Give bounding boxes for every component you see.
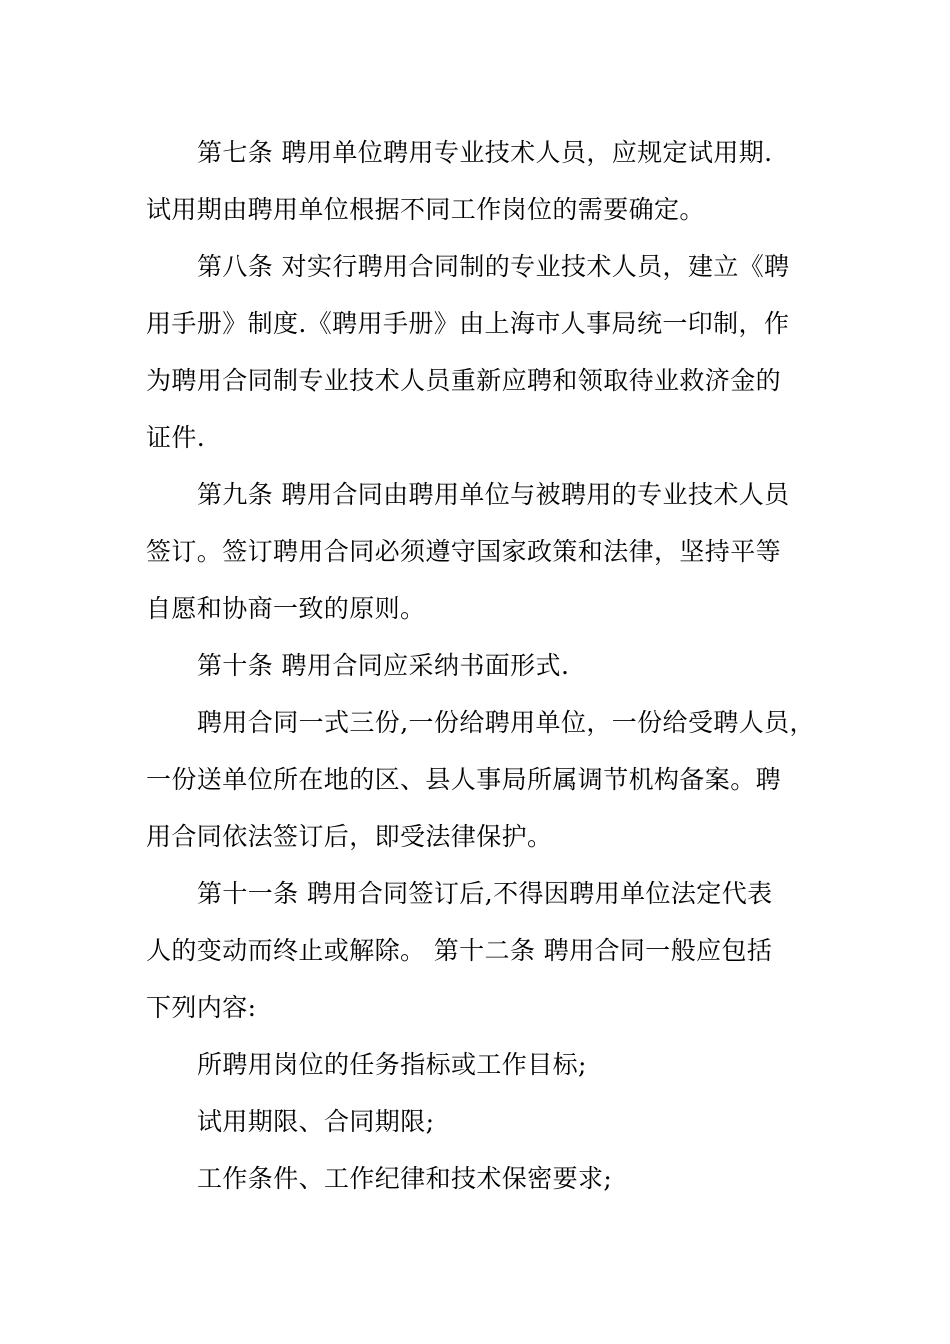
text-line: 第十一条 聘用合同签订后,不得因聘用单位法定代表 — [197, 879, 773, 908]
text-line: 用合同依法签订后，即受法律保护。 — [146, 822, 553, 851]
text-line: 工作条件、工作纪律和技术保密要求; — [197, 1164, 613, 1193]
text-line: 第七条 聘用单位聘用专业技术人员，应规定试用期. — [197, 138, 773, 167]
text-line: 用手册》制度.《聘用手册》由上海市人事局统一印制，作 — [146, 309, 790, 338]
text-line: 所聘用岗位的任务指标或工作目标; — [197, 1050, 587, 1079]
text-line: 第八条 对实行聘用合同制的专业技术人员，建立《聘 — [197, 252, 790, 281]
text-line: 试用期由聘用单位根据不同工作岗位的需要确定。 — [146, 195, 705, 224]
text-line: 聘用合同一式三份,一份给聘用单位，一份给受聘人员， — [197, 708, 815, 737]
text-line: 试用期限、合同期限; — [197, 1107, 435, 1136]
text-line: 人的变动而终止或解除。 第十二条 聘用合同一般应包括 — [146, 936, 773, 965]
text-line: 第十条 聘用合同应采纳书面形式. — [197, 651, 570, 680]
text-line: 下列内容: — [146, 993, 257, 1022]
text-line: 为聘用合同制专业技术人员重新应聘和领取待业救济金的 — [146, 366, 782, 395]
text-line: 第九条 聘用合同由聘用单位与被聘用的专业技术人员 — [197, 480, 790, 509]
text-line: 签订。签订聘用合同必须遵守国家政策和法律，坚持平等 — [146, 537, 782, 566]
text-line: 证件. — [146, 423, 206, 452]
text-line: 自愿和协商一致的原则。 — [146, 594, 426, 623]
text-line: 一份送单位所在地的区、县人事局所属调节机构备案。聘 — [146, 765, 782, 794]
